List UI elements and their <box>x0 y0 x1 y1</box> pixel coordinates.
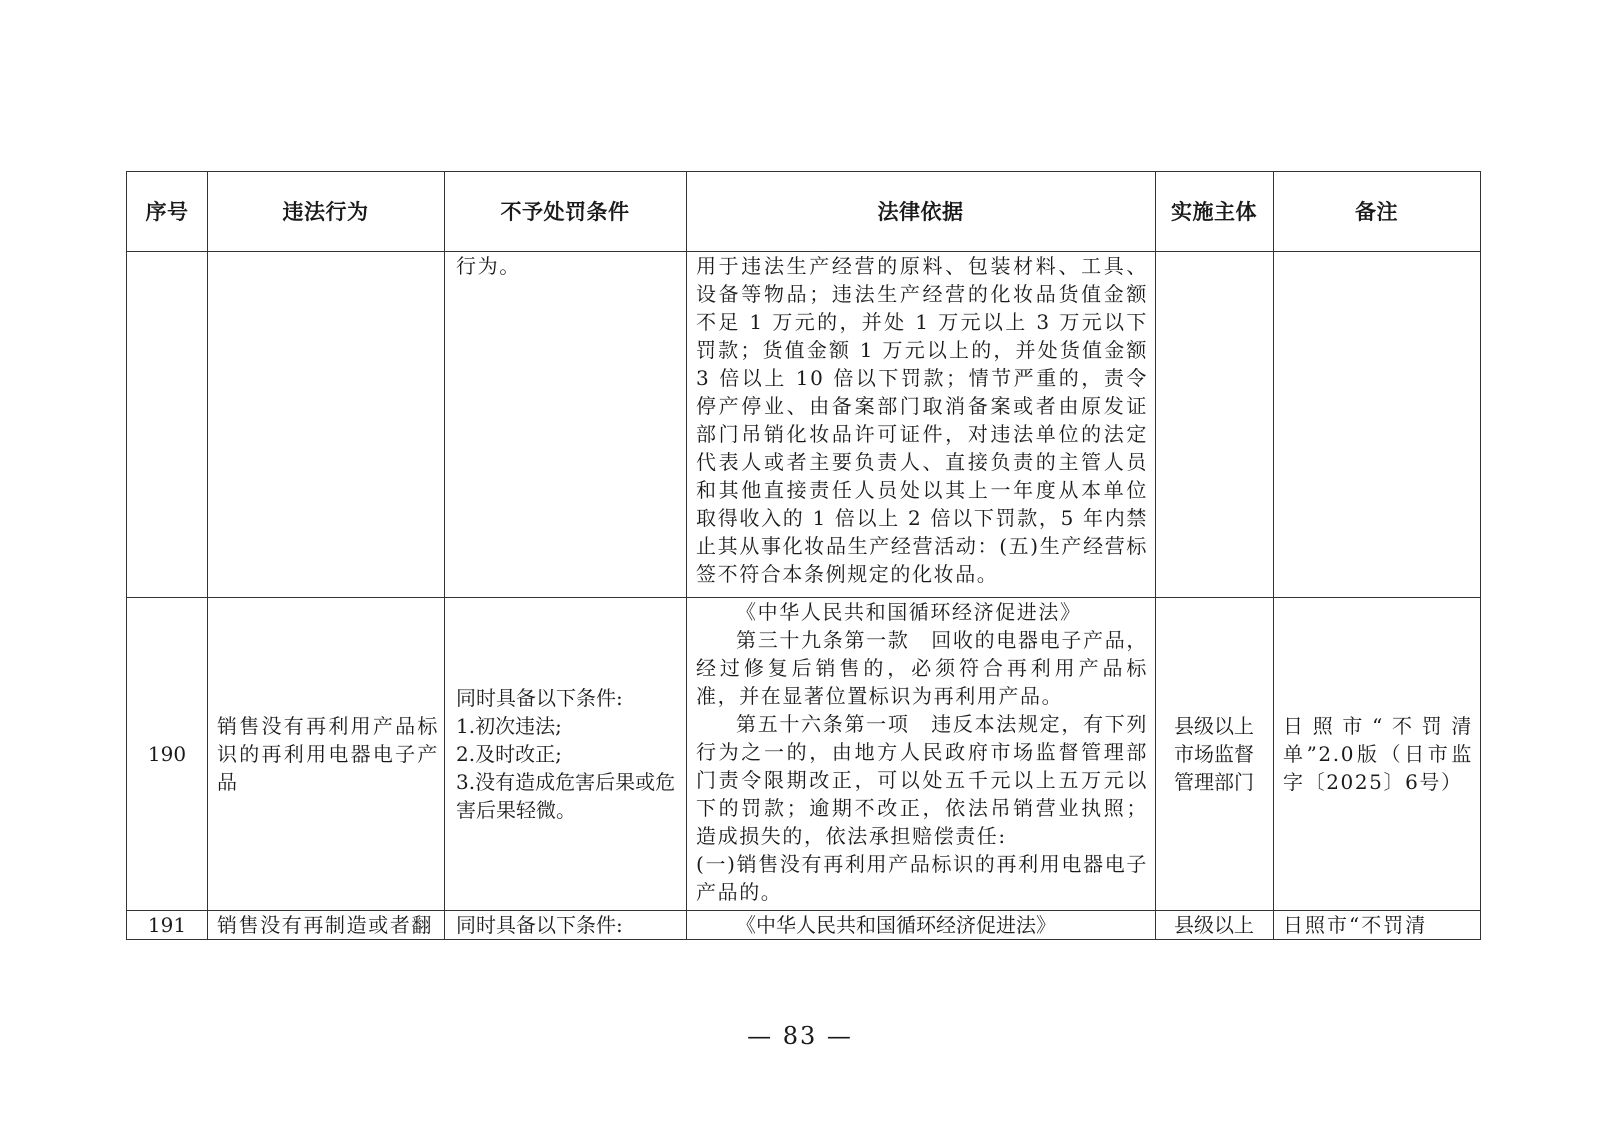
law-item: (一)销售没有再利用产品标识的再利用电器电子产品的。 <box>696 852 1148 904</box>
regulation-table <box>126 171 1481 940</box>
condition-item: 1.初次违法; <box>456 714 562 738</box>
column-divider <box>207 172 208 939</box>
header-agency: 实施主体 <box>1171 199 1257 224</box>
law-title: 《中华人民共和国循环经济促进法》 <box>736 600 1082 624</box>
row-190-agency <box>1165 598 1263 910</box>
column-divider <box>1273 172 1274 939</box>
row-191-agency: 县级以上 <box>1174 913 1254 937</box>
column-divider <box>1155 172 1156 939</box>
header-remark: 备注 <box>1355 199 1398 224</box>
header-legal-basis: 法律依据 <box>877 199 964 224</box>
row-190-condition <box>456 598 680 910</box>
row-190-legal-basis <box>696 598 1148 906</box>
row-190-remark-text: 日照市“不罚清单”2.0版（日市监字〔2025〕6号） <box>1283 714 1473 794</box>
header-seq: 序号 <box>145 199 189 224</box>
row-191-violation: 销售没有再制造或者翻 <box>217 913 433 937</box>
row-190-remark <box>1283 598 1473 910</box>
column-divider <box>686 172 687 939</box>
row-cont-legal-basis: 用于违法生产经营的原料、包装材料、工具、设备等物品；违法生产经营的化妆品货值金额不足 1 万元的，并处 1 万元以上 3 万元以下罚款；货值金额 1 万元以上的，并处货值金额 3 倍以上 10 倍以下罚款；情节严重的，责令停产停业、由备案部门取消备案或者由原发证部门吊销化妆品许可证件，对违法单位的法定代表人或者主要负责人、直接负责的主管人员和其他直接责任人员处以其上一年度从本单位取得收入的 1 倍以上 2 倍以下罚款，5 年内禁止其从事化妆品生产经营活动：(五)生产经营标签不符合本条例规定的化妆品。 <box>696 254 1148 586</box>
page-number: — 83 — <box>747 1022 853 1050</box>
row-191-seq: 191 <box>147 913 187 937</box>
row-191-legal-basis: 《中华人民共和国循环经济促进法》 <box>736 913 1056 937</box>
condition-intro: 同时具备以下条件: <box>456 686 623 710</box>
row-191-remark: 日照市“不罚清 <box>1283 913 1428 937</box>
header-exemption-conditions: 不予处罚条件 <box>500 199 630 224</box>
row-191-condition: 同时具备以下条件: <box>456 913 623 937</box>
row-190-violation-text: 销售没有再利用产品标识的再利用电器电子产品 <box>217 714 439 794</box>
row-190-seq <box>127 598 207 910</box>
law-article: 第三十九条第一款 回收的电器电子产品，经过修复后销售的，必须符合再利用产品标准，并在显著位置标识为再利用产品。 <box>696 628 1148 708</box>
column-divider <box>444 172 445 939</box>
condition-item: 2.及时改正; <box>456 742 562 766</box>
row-190-agency-text: 县级以上市场监督管理部门 <box>1174 714 1254 794</box>
condition-item: 3.没有造成危害后果或危害后果轻微。 <box>456 770 676 822</box>
law-article: 第五十六条第一项 违反本法规定，有下列行为之一的，由地方人民政府市场监督管理部门责令限期改正，可以处五千元以上五万元以下的罚款；逾期不改正，依法吊销营业执照；造成损失的，依法承担赔偿责任: <box>696 712 1148 848</box>
row-190-seq-text: 190 <box>147 742 187 766</box>
row-190-violation <box>217 598 439 910</box>
header-violation: 违法行为 <box>282 199 369 224</box>
row-cont-condition: 行为。 <box>456 254 521 278</box>
